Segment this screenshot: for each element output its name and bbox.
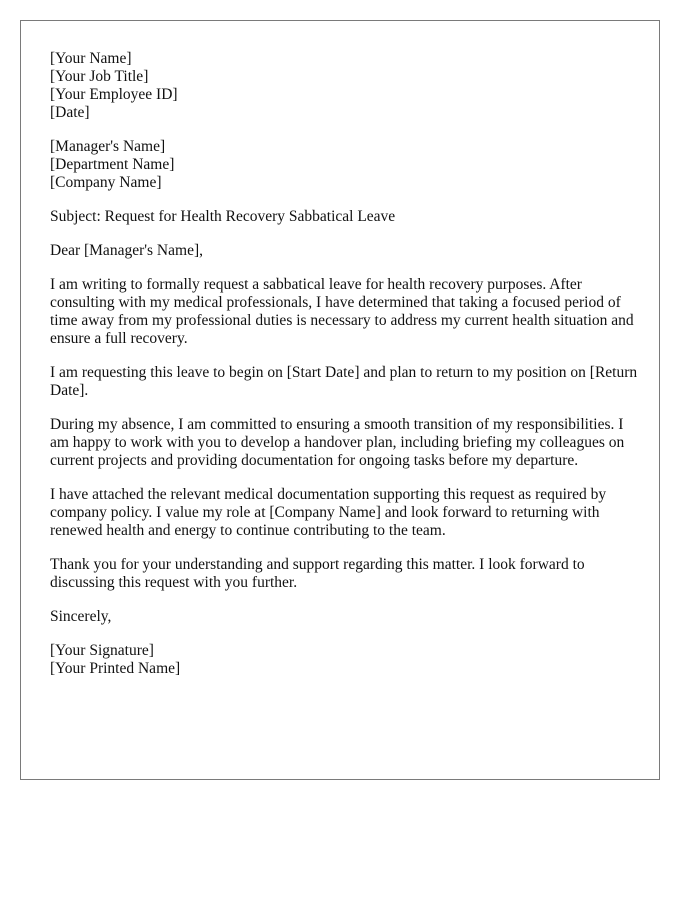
subject-line: Subject: Request for Health Recovery Sabbatical Leave: [50, 208, 396, 225]
letter-date: [Date]: [50, 104, 90, 121]
body-paragraph-5: Thank you for your understanding and support regarding this matter. I look forward to discussing this request with you further.: [50, 556, 585, 591]
sender-job-title: [Your Job Title]: [50, 68, 149, 85]
body-paragraph-1: I am writing to formally request a sabbatical leave for health recovery purposes. After consulting with my medical professionals, I have determined that taking a focused period of time away from my professional duties is necessary to address my current health situation and ensure a full recovery.: [50, 276, 634, 347]
sender-name: [Your Name]: [50, 50, 132, 67]
sender-block: [50, 50, 640, 122]
recipient-company: [Company Name]: [50, 174, 162, 191]
letter-body: [50, 50, 640, 694]
sender-employee-id: [Your Employee ID]: [50, 86, 178, 103]
recipient-manager-name: [Manager's Name]: [50, 138, 166, 155]
recipient-department: [Department Name]: [50, 156, 175, 173]
signature-placeholder: [Your Signature]: [50, 642, 154, 659]
closing: Sincerely,: [50, 608, 112, 625]
body-paragraph-2: I am requesting this leave to begin on [Start Date] and plan to return to my position on [Return Date].: [50, 364, 638, 399]
body-paragraph-4: I have attached the relevant medical documentation supporting this request as required by company policy. I value my role at [Company Name] and look forward to returning with renewed health and energy to continue contributing to the team.: [50, 486, 607, 539]
body-paragraph-3: During my absence, I am committed to ensuring a smooth transition of my responsibilities. I am happy to work with you to develop a handover plan, including briefing my colleagues on current projects and providing documentation for ongoing tasks before my departure.: [50, 416, 625, 469]
signature-block: [50, 642, 640, 678]
salutation: Dear [Manager's Name],: [50, 242, 203, 259]
printed-name: [Your Printed Name]: [50, 660, 181, 677]
letter-page: [20, 20, 660, 780]
recipient-block: [50, 138, 640, 192]
